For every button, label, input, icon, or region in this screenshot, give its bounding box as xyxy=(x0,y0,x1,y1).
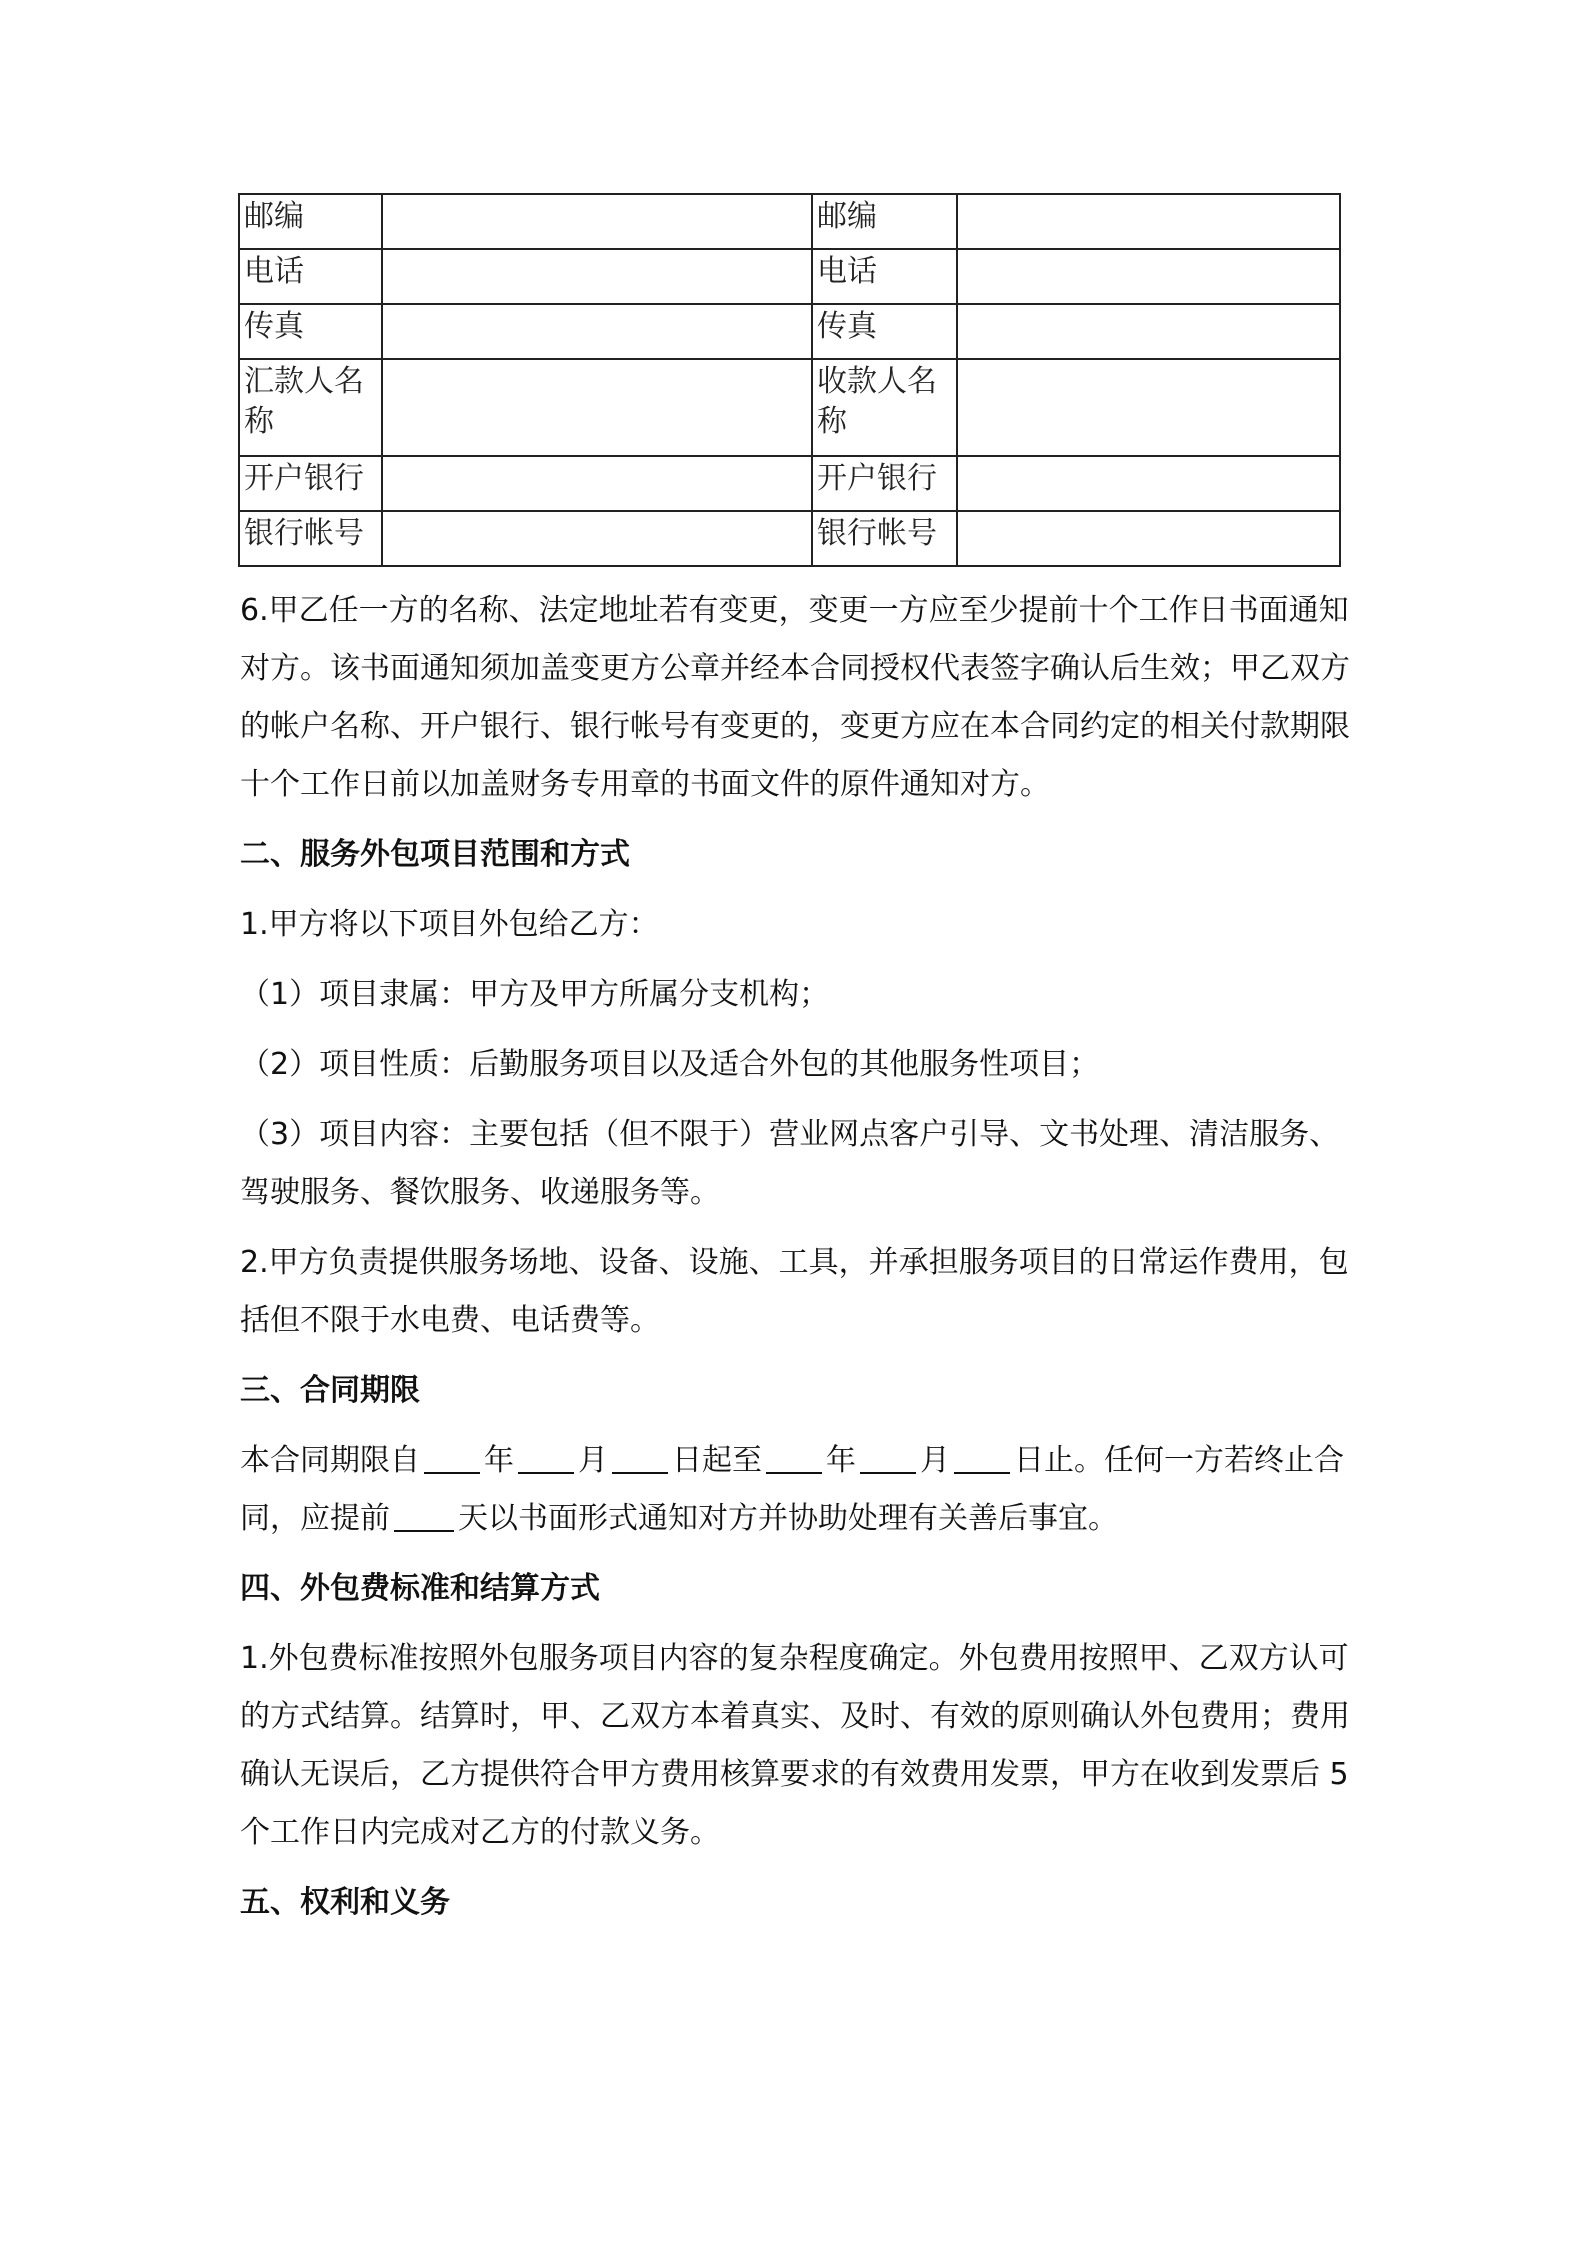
value-cell xyxy=(382,456,812,511)
clause-2-1-item-3: （3）项目内容：主要包括（但不限于）营业网点客户引导、文书处理、清洁服务、驾驶服务、餐饮服务、收递服务等。 xyxy=(240,1117,1340,1210)
section-4-heading: 四、外包费标准和结算方式 xyxy=(240,1571,600,1606)
value-cell xyxy=(382,304,812,359)
fill-blank[interactable] xyxy=(424,1442,480,1474)
value-cell xyxy=(957,359,1340,456)
term-text: 天以书面形式通知对方并协助处理有关善后事宜。 xyxy=(458,1501,1118,1536)
term-text: 日起至 xyxy=(672,1443,762,1478)
value-cell xyxy=(957,249,1340,304)
value-cell xyxy=(957,194,1340,249)
term-text: 月 xyxy=(578,1443,608,1478)
label-fax-b: 传真 xyxy=(812,304,957,359)
value-cell xyxy=(957,456,1340,511)
table-row xyxy=(239,359,1340,456)
table-row xyxy=(239,194,1340,249)
clause-2-1-paragraph: 1.甲方将以下项目外包给乙方： xyxy=(240,907,659,942)
label-phone-b: 电话 xyxy=(812,249,957,304)
value-cell xyxy=(382,249,812,304)
term-text: 日止。任何一方若终止合同，应提前 xyxy=(240,1443,1344,1536)
fill-blank[interactable] xyxy=(954,1442,1010,1474)
value-cell xyxy=(382,511,812,566)
value-cell xyxy=(957,511,1340,566)
term-text: 年 xyxy=(826,1443,856,1478)
fill-blank[interactable] xyxy=(612,1442,668,1474)
label-account-b: 银行帐号 xyxy=(812,511,957,566)
table-row xyxy=(239,304,1340,359)
section-3-heading: 三、合同期限 xyxy=(240,1373,420,1408)
term-text: 年 xyxy=(484,1443,514,1478)
table-row xyxy=(239,511,1340,566)
fill-blank[interactable] xyxy=(518,1442,574,1474)
label-phone-a: 电话 xyxy=(239,249,382,304)
value-cell xyxy=(957,304,1340,359)
label-account-a: 银行帐号 xyxy=(239,511,382,566)
clause-2-1-item-1: （1）项目隶属：甲方及甲方所属分支机构； xyxy=(240,977,830,1012)
clause-2-2-paragraph: 2.甲方负责提供服务场地、设备、设施、工具，并承担服务项目的日常运作费用，包括但不限于水电费、电话费等。 xyxy=(240,1245,1349,1338)
contract-term-paragraph xyxy=(240,1432,1360,1548)
label-postcode-a: 邮编 xyxy=(239,194,382,249)
label-bank-a: 开户银行 xyxy=(239,456,382,511)
label-remitter-name: 汇款人名称 xyxy=(239,359,382,456)
label-postcode-b: 邮编 xyxy=(812,194,957,249)
term-text: 本合同期限自 xyxy=(240,1443,420,1478)
label-payee-name: 收款人名称 xyxy=(812,359,957,456)
table-row xyxy=(239,456,1340,511)
contract-body xyxy=(240,582,1360,1932)
fill-blank[interactable] xyxy=(860,1442,916,1474)
section-2-heading: 二、服务外包项目范围和方式 xyxy=(240,837,630,872)
clause-4-1-paragraph: 1.外包费标准按照外包服务项目内容的复杂程度确定。外包费用按照甲、乙双方认可的方式结算。结算时，甲、乙双方本着真实、及时、有效的原则确认外包费用；费用确认无误后，乙方提供符合甲方费用核算要求的有效费用发票，甲方在收到发票后 5 个工作日内完成对乙方的付款义务。 xyxy=(240,1641,1350,1850)
fill-blank[interactable] xyxy=(766,1442,822,1474)
label-fax-a: 传真 xyxy=(239,304,382,359)
clause-2-1-item-2: （2）项目性质：后勤服务项目以及适合外包的其他服务性项目； xyxy=(240,1047,1100,1082)
table-row xyxy=(239,249,1340,304)
term-text: 月 xyxy=(920,1443,950,1478)
label-bank-b: 开户银行 xyxy=(812,456,957,511)
clause-6-paragraph: 6.甲乙任一方的名称、法定地址若有变更，变更一方应至少提前十个工作日书面通知对方。该书面通知须加盖变更方公章并经本合同授权代表签字确认后生效；甲乙双方的帐户名称、开户银行、银行帐号有变更的，变更方应在本合同约定的相关付款期限十个工作日前以加盖财务专用章的书面文件的原件通知对方。 xyxy=(240,593,1350,802)
fill-blank[interactable] xyxy=(394,1500,454,1532)
value-cell xyxy=(382,359,812,456)
contact-bank-table xyxy=(238,193,1341,567)
value-cell xyxy=(382,194,812,249)
section-5-heading: 五、权利和义务 xyxy=(240,1885,450,1920)
